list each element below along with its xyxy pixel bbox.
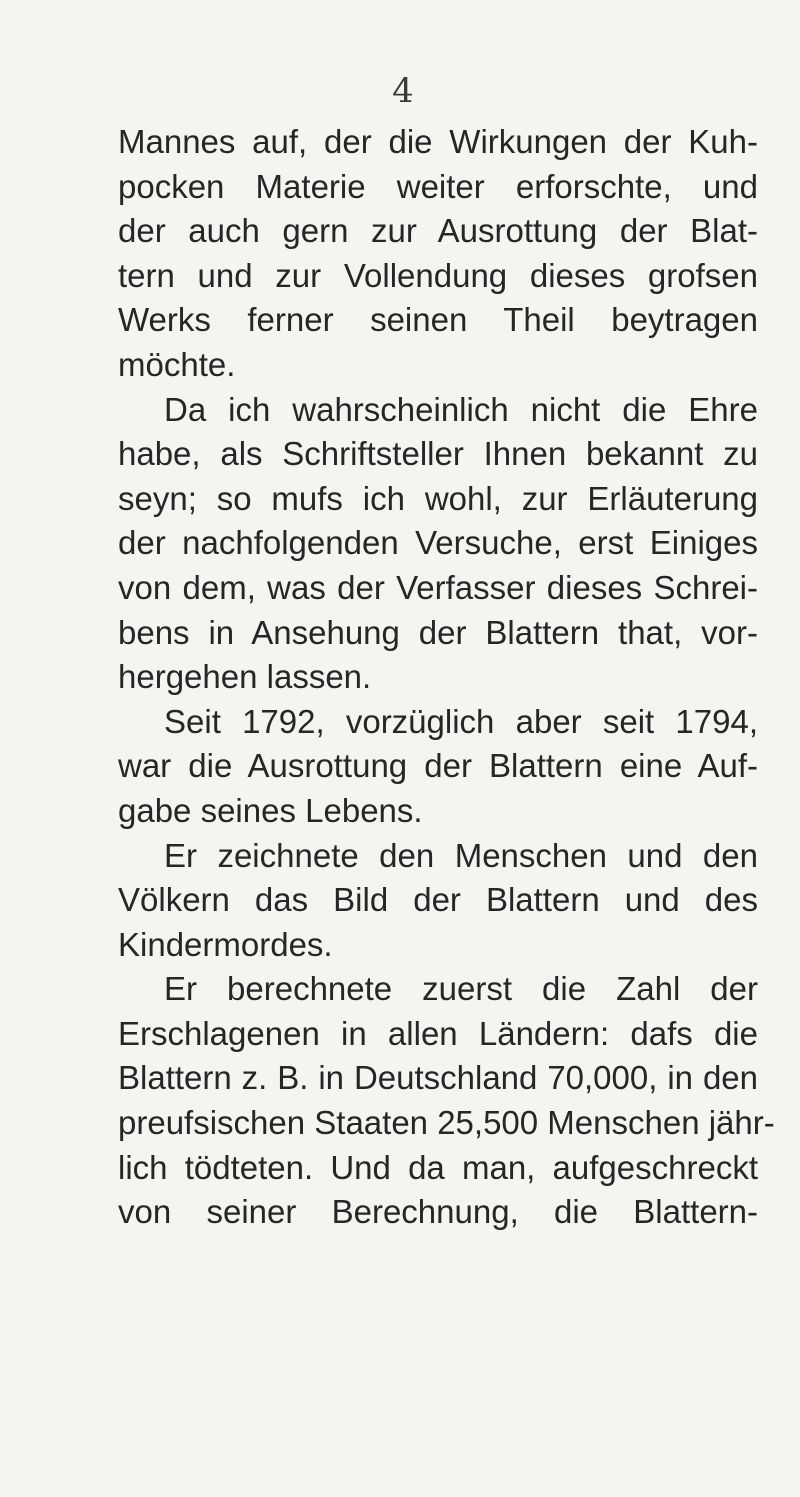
- paragraph: [118, 967, 775, 1235]
- text-line: Er zeichnete den Menschen und den: [164, 836, 758, 874]
- text-line: pocken Materie weiter erforschte, und: [118, 167, 758, 205]
- text-line: der nachfolgenden Versuche, erst Einiges: [118, 524, 758, 562]
- paragraph: [118, 388, 758, 700]
- text-line: Da ich wahrscheinlich nicht die Ehre: [164, 390, 758, 428]
- text-line: Werks ferner seinen Theil beytragen: [118, 301, 758, 339]
- text-line: der auch gern zur Ausrottung der Blat-: [118, 212, 758, 250]
- page-number: 4: [392, 71, 414, 111]
- text-line: bens in Ansehung der Blattern that, vor-: [118, 613, 758, 651]
- text-line: preufsischen Staaten 25,500 Menschen jähr-: [118, 1104, 775, 1142]
- text-line: Er berechnete zuerst die Zahl der: [164, 970, 758, 1008]
- text-line: Völkern das Bild der Blattern und des: [118, 881, 758, 919]
- text-line: Blattern z. B. in Deutschland 70,000, in den: [118, 1059, 758, 1097]
- text-line: möchte.: [118, 345, 236, 383]
- text-line: seyn; so mufs ich wohl, zur Erläuterung: [118, 479, 758, 517]
- text-line: lich tödteten. Und da man, aufgeschreckt: [118, 1148, 758, 1186]
- text-line: habe, als Schriftsteller Ihnen bekannt zu: [118, 435, 758, 473]
- paragraph: [118, 700, 758, 834]
- text-line: Seit 1792, vorzüglich aber seit 1794,: [164, 702, 758, 740]
- text-line: von dem, was der Verfasser dieses Schrei-: [118, 568, 758, 606]
- text-line: hergehen lassen.: [118, 658, 372, 696]
- text-line: Kindermordes.: [118, 925, 333, 963]
- text-line: Erschlagenen in allen Ländern: dafs die: [118, 1014, 758, 1052]
- text-line: gabe seines Lebens.: [118, 791, 423, 829]
- text-line: war die Ausrottung der Blattern eine Auf-: [118, 747, 758, 785]
- text-line: Mannes auf, der die Wirkungen der Kuh-: [118, 123, 758, 160]
- body-text: [118, 120, 775, 1235]
- paragraph: [118, 834, 758, 968]
- text-line: tern und zur Vollendung dieses grofsen: [118, 256, 758, 294]
- text-line: von seiner Berechnung, die Blattern-: [118, 1193, 758, 1231]
- paragraph: [118, 120, 758, 388]
